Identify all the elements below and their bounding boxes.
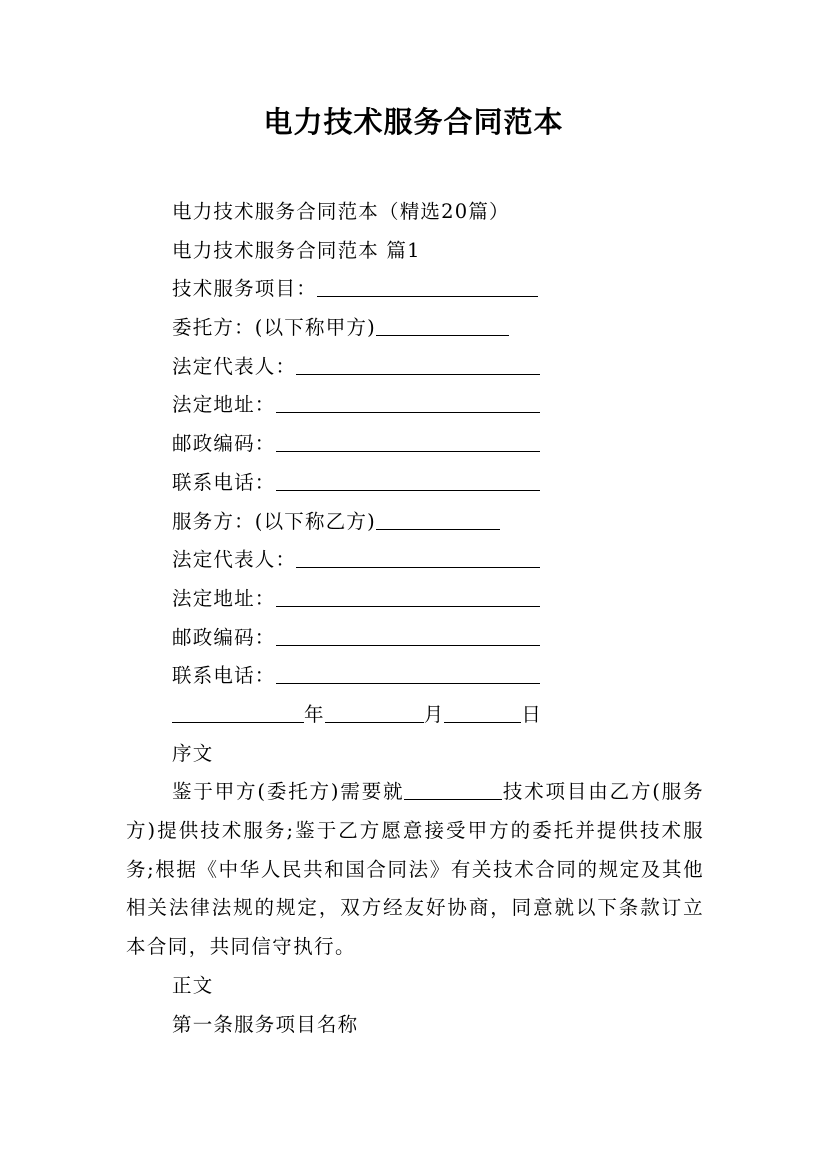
party-info-fields [126, 270, 704, 696]
preface-paragraph [126, 773, 704, 967]
field-label: 法定地址： [172, 586, 276, 610]
article-1-heading: 第一条服务项目名称 [172, 1012, 359, 1036]
field-line [126, 580, 704, 619]
field-label: 委托方：(以下称甲方) [172, 316, 376, 340]
field-blank[interactable] [276, 464, 540, 491]
document-body [126, 193, 704, 1044]
field-blank[interactable] [276, 657, 540, 684]
field-blank[interactable] [276, 619, 540, 646]
document-subtitle: 电力技术服务合同范本（精选20篇） [172, 200, 510, 223]
date-line [126, 696, 704, 735]
year-label: 年 [304, 702, 325, 726]
field-blank[interactable] [276, 580, 540, 607]
field-line [126, 270, 704, 309]
field-label: 联系电话： [172, 664, 276, 688]
field-label: 邮政编码： [172, 625, 276, 649]
project-name-blank[interactable] [404, 773, 502, 800]
field-blank[interactable] [276, 386, 540, 413]
field-line [126, 309, 704, 348]
field-blank[interactable] [376, 309, 509, 336]
month-blank[interactable] [325, 696, 424, 723]
body-heading: 正文 [172, 973, 214, 997]
field-line [126, 541, 704, 580]
field-label: 技术服务项目： [172, 277, 317, 301]
preface-heading: 序文 [172, 741, 214, 765]
day-label: 日 [521, 702, 543, 726]
field-line [126, 657, 704, 696]
field-line [126, 386, 704, 425]
field-label: 服务方：(以下称乙方) [172, 509, 376, 533]
field-blank[interactable] [296, 541, 540, 568]
preface-text-before: 鉴于甲方(委托方)需要就 [172, 780, 405, 804]
year-blank[interactable] [172, 696, 304, 723]
document-title: 电力技术服务合同范本 [263, 105, 564, 139]
field-line [126, 503, 704, 542]
field-line [126, 619, 704, 658]
field-blank[interactable] [276, 425, 540, 452]
field-line [126, 425, 704, 464]
field-blank[interactable] [296, 348, 540, 375]
month-label: 月 [423, 702, 445, 726]
field-line [126, 464, 704, 503]
field-label: 联系电话： [172, 470, 276, 494]
field-label: 邮政编码： [172, 432, 276, 456]
section-heading: 电力技术服务合同范本 篇1 [172, 238, 421, 262]
field-label: 法定地址： [172, 393, 276, 417]
preface-text-after: 技术项目由乙方(服务方)提供技术服务;鉴于乙方愿意接受甲方的委托并提供技术服务;根据《中华人民共和国合同法》有关技术合同的规定及其他相关法律法规的规定，双方经友好协商，同意就以下条款订立本合同，共同信守执行。 [126, 780, 705, 959]
day-blank[interactable] [444, 696, 521, 723]
field-line [126, 348, 704, 387]
field-blank[interactable] [376, 503, 500, 530]
field-blank[interactable] [317, 270, 538, 297]
field-label: 法定代表人： [172, 548, 297, 572]
field-label: 法定代表人： [172, 354, 297, 378]
